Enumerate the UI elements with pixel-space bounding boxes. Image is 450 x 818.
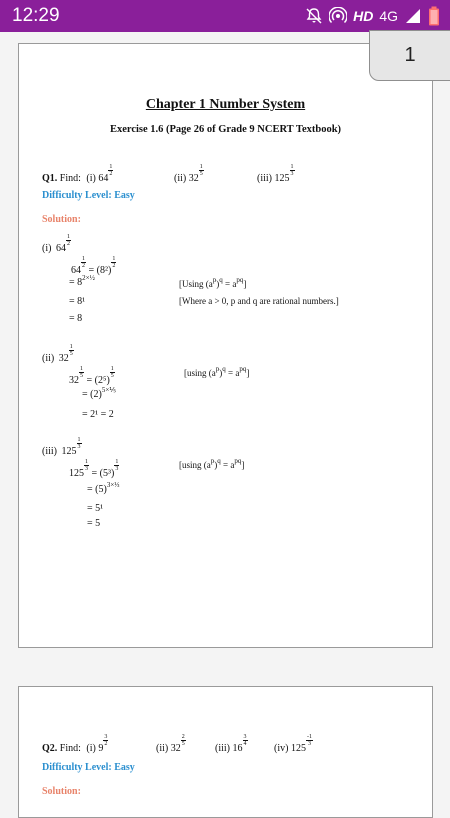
difficulty-level: Difficulty Level: Easy xyxy=(42,190,135,201)
q1-part-i-roman: (i) xyxy=(86,173,96,184)
q1-part-i-base: 64 xyxy=(98,173,109,184)
part-ii-rule-note: [using $(a^p)^q = a^{pq}$] xyxy=(184,365,250,378)
network-type-label: 4G xyxy=(379,8,398,24)
part-i-condition-note: [Where a > 0, p and q are rational numbers.] xyxy=(179,296,339,306)
question-1 xyxy=(42,164,113,184)
part-iii-step-2: = $(5)^{3\times\frac{1}{3}}$ xyxy=(87,481,120,495)
part-iii-step-3: = 5¹ xyxy=(87,503,104,514)
mute-icon xyxy=(305,7,323,25)
part-i-step-2: = $8^{2\times\frac{1}{2}}$ xyxy=(69,274,95,288)
part-i-header: (i) 64 $\frac{1}{2}$ xyxy=(42,234,70,254)
part-iii-step-1: 125 $\frac{1}{3}$ = (5³) $\frac{1}{3}$ xyxy=(69,459,119,479)
part-iii-header: (iii) 125 $\frac{1}{3}$ xyxy=(42,437,81,457)
part-i-rule-note: [Using $(a^p)^q = a^{pq}$] xyxy=(179,276,247,289)
part-i-step-1: 64 $\frac{1}{2}$ = (8²) $\frac{1}{2}$ xyxy=(71,256,116,276)
part-ii-header: (ii) 32 $\frac{1}{5}$ xyxy=(42,344,73,364)
q1-part-i-exponent: $\frac{1}{2}$ xyxy=(109,164,113,177)
find-label: Find: xyxy=(59,743,81,754)
solution-label: Solution: xyxy=(42,786,81,797)
part-ii-step-3: = 2¹ = 2 xyxy=(82,409,114,420)
status-icons xyxy=(305,5,440,27)
status-bar xyxy=(0,0,450,32)
part-i-step-4: = 8 xyxy=(69,313,83,324)
question-2: Q2. Find: (i) 9 $\frac{3}{2}$ xyxy=(42,734,108,754)
part-i-step-3: = 8¹ xyxy=(69,296,86,307)
part-ii-step-2: = $(2)^{5\times\frac{1}{5}}$ xyxy=(82,386,117,400)
signal-icon xyxy=(404,7,422,25)
document-page-2[interactable] xyxy=(18,686,433,818)
page-number-badge: 1 xyxy=(369,30,450,81)
difficulty-level: Difficulty Level: Easy xyxy=(42,762,135,773)
q1-part-iii: (iii) 125 $\frac{1}{3}$ xyxy=(257,164,294,184)
question-label: Q2. xyxy=(42,743,58,754)
document-page-1[interactable] xyxy=(18,43,433,648)
status-time: 12:29 xyxy=(12,5,60,26)
solution-label: Solution: xyxy=(42,214,81,225)
part-iii-step-4: = 5 xyxy=(87,518,101,529)
q2-part-iii: (iii) 16 $\frac{3}{4}$ xyxy=(215,734,247,754)
q1-part-ii: (ii) 32 $\frac{1}{5}$ xyxy=(174,164,203,184)
network-label: HD xyxy=(353,8,374,24)
chapter-title: Chapter 1 Number System xyxy=(145,97,306,112)
part-ii-step-1: 32 $\frac{1}{5}$ = (2⁵) $\frac{1}{5}$ xyxy=(69,366,114,386)
q2-part-iv: (iv) 125 $\frac{-1}{3}$ xyxy=(274,734,312,754)
battery-icon xyxy=(428,6,440,26)
q2-part-ii: (ii) 32 $\frac{2}{5}$ xyxy=(156,734,185,754)
question-label: Q1. xyxy=(42,173,58,184)
hotspot-icon xyxy=(329,7,347,25)
find-label: Find: xyxy=(59,173,81,184)
exercise-title: Exercise 1.6 (Page 26 of Grade 9 NCERT Textbook) xyxy=(109,124,342,135)
part-iii-rule-note: [using $(a^p)^q = a^{pq}$] xyxy=(179,457,245,470)
